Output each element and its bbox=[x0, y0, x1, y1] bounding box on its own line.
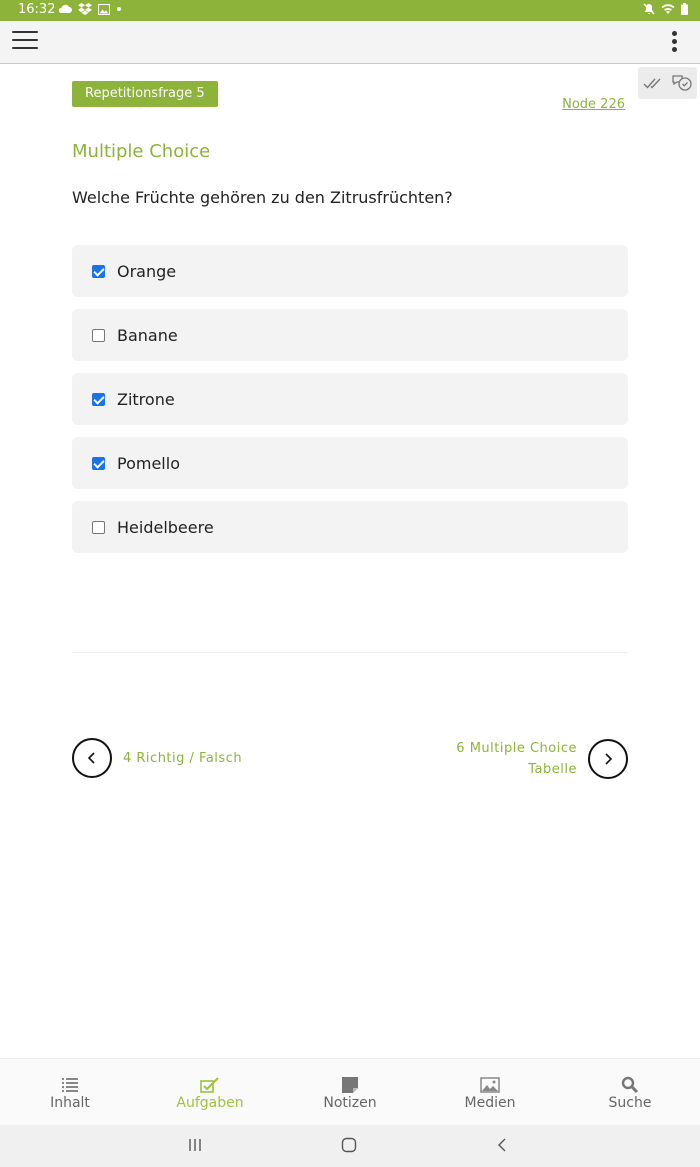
checkbox-zitrone[interactable] bbox=[92, 393, 105, 406]
checkbox-pomello[interactable] bbox=[92, 457, 105, 470]
checkbox-banane[interactable] bbox=[92, 329, 105, 342]
section-title: Multiple Choice bbox=[72, 141, 211, 162]
menu-icon[interactable] bbox=[12, 31, 38, 53]
next-question-label-line2[interactable]: Tabelle bbox=[528, 762, 577, 777]
app-bar bbox=[0, 21, 700, 64]
divider bbox=[72, 652, 628, 653]
bottom-tab-bar bbox=[0, 1058, 700, 1125]
status-time: 16:32 bbox=[18, 2, 56, 17]
status-bar bbox=[0, 0, 700, 21]
list-icon bbox=[61, 1075, 79, 1095]
prev-question-label[interactable]: 4 Richtig / Falsch bbox=[123, 750, 243, 766]
tab-label: Notizen bbox=[323, 1095, 377, 1111]
mute-icon bbox=[643, 3, 655, 15]
tab-suche[interactable] bbox=[560, 1059, 700, 1125]
recent-apps-icon[interactable] bbox=[188, 1137, 202, 1153]
note-icon bbox=[341, 1075, 359, 1095]
prev-question-button[interactable] bbox=[72, 738, 242, 778]
tab-aufgaben[interactable] bbox=[140, 1059, 280, 1125]
wifi-icon bbox=[661, 3, 675, 15]
checkbox-orange[interactable] bbox=[92, 265, 105, 278]
more-vert-icon[interactable] bbox=[670, 31, 678, 55]
system-nav-bar bbox=[0, 1125, 700, 1167]
dot-icon bbox=[116, 6, 122, 12]
chevron-right-icon[interactable] bbox=[588, 739, 628, 779]
chat-check-icon[interactable] bbox=[671, 74, 693, 92]
checkbox-heidelbeere[interactable] bbox=[92, 521, 105, 534]
tab-medien[interactable] bbox=[420, 1059, 560, 1125]
back-icon[interactable] bbox=[496, 1137, 508, 1153]
option-heidelbeere[interactable] bbox=[72, 501, 628, 553]
tab-label: Inhalt bbox=[50, 1095, 90, 1111]
tab-inhalt[interactable] bbox=[0, 1059, 140, 1125]
question-text: Welche Früchte gehören zu den Zitrusfrüchten? bbox=[72, 188, 453, 207]
task-check-icon bbox=[199, 1075, 221, 1095]
side-tools bbox=[638, 67, 697, 99]
search-icon bbox=[621, 1075, 639, 1095]
option-banane[interactable] bbox=[72, 309, 628, 361]
tab-notizen[interactable] bbox=[280, 1059, 420, 1125]
next-question-label-line1[interactable]: 6 Multiple Choice bbox=[456, 741, 577, 756]
option-label: Orange bbox=[117, 261, 177, 281]
cloud-icon bbox=[58, 4, 72, 14]
tab-label: Medien bbox=[464, 1095, 516, 1111]
chevron-left-icon[interactable] bbox=[72, 738, 112, 778]
option-orange[interactable] bbox=[72, 245, 628, 297]
option-label: Zitrone bbox=[117, 389, 175, 409]
tab-label: Aufgaben bbox=[176, 1095, 244, 1111]
options-list bbox=[72, 245, 628, 565]
battery-icon bbox=[681, 3, 688, 15]
home-icon[interactable] bbox=[341, 1137, 357, 1153]
dropbox-icon bbox=[78, 3, 92, 15]
tab-label: Suche bbox=[608, 1095, 652, 1111]
double-check-icon[interactable] bbox=[643, 76, 665, 90]
node-link[interactable]: Node 226 bbox=[562, 97, 625, 112]
option-zitrone[interactable] bbox=[72, 373, 628, 425]
option-label: Heidelbeere bbox=[117, 517, 214, 537]
option-pomello[interactable] bbox=[72, 437, 628, 489]
next-question-button[interactable] bbox=[456, 738, 628, 780]
question-badge: Repetitionsfrage 5 bbox=[72, 81, 218, 107]
option-label: Pomello bbox=[117, 453, 180, 473]
image-icon bbox=[98, 4, 110, 15]
option-label: Banane bbox=[117, 325, 178, 345]
image-icon bbox=[480, 1075, 500, 1095]
